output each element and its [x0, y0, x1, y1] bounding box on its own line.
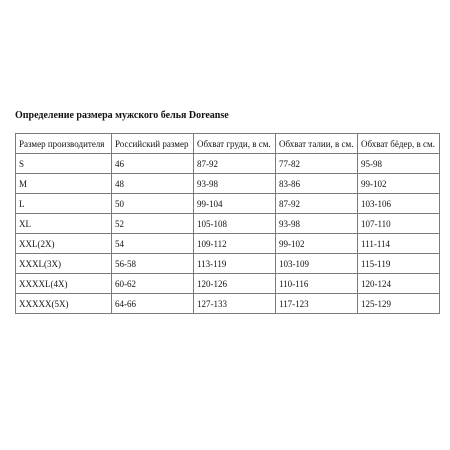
header-russian-size: Российский размер: [112, 134, 194, 154]
table-row: [16, 174, 440, 194]
cell-hips: 111-114: [358, 234, 440, 254]
cell-waist: 110-116: [276, 274, 358, 294]
cell-chest: 109-112: [194, 234, 276, 254]
cell-waist: 93-98: [276, 214, 358, 234]
cell-chest: 127-133: [194, 294, 276, 314]
header-chest: Обхват груди, в см.: [194, 134, 276, 154]
cell-waist: 77-82: [276, 154, 358, 174]
table-row: [16, 254, 440, 274]
cell-manufacturer-size: S: [16, 154, 112, 174]
page-title: Определение размера мужского белья Doreanse: [15, 110, 229, 121]
table-row: [16, 274, 440, 294]
cell-chest: 99-104: [194, 194, 276, 214]
table-row: [16, 294, 440, 314]
header-waist: Обхват талии, в см.: [276, 134, 358, 154]
cell-chest: 105-108: [194, 214, 276, 234]
cell-chest: 87-92: [194, 154, 276, 174]
cell-manufacturer-size: L: [16, 194, 112, 214]
table-header-row: [16, 134, 440, 154]
cell-hips: 107-110: [358, 214, 440, 234]
cell-manufacturer-size: XXXL(3X): [16, 254, 112, 274]
cell-russian-size: 64-66: [112, 294, 194, 314]
cell-hips: 115-119: [358, 254, 440, 274]
cell-waist: 83-86: [276, 174, 358, 194]
cell-manufacturer-size: M: [16, 174, 112, 194]
cell-russian-size: 46: [112, 154, 194, 174]
cell-russian-size: 50: [112, 194, 194, 214]
table-row: [16, 154, 440, 174]
cell-russian-size: 48: [112, 174, 194, 194]
cell-hips: 120-124: [358, 274, 440, 294]
cell-chest: 113-119: [194, 254, 276, 274]
size-chart-table: [15, 133, 440, 314]
cell-russian-size: 56-58: [112, 254, 194, 274]
cell-russian-size: 60-62: [112, 274, 194, 294]
header-hips: Обхват бёдер, в см.: [358, 134, 440, 154]
cell-chest: 120-126: [194, 274, 276, 294]
cell-manufacturer-size: XL: [16, 214, 112, 234]
table-row: [16, 194, 440, 214]
table-row: [16, 214, 440, 234]
table-row: [16, 234, 440, 254]
cell-hips: 99-102: [358, 174, 440, 194]
cell-russian-size: 54: [112, 234, 194, 254]
cell-waist: 99-102: [276, 234, 358, 254]
cell-waist: 87-92: [276, 194, 358, 214]
header-manufacturer-size: Размер производителя: [16, 134, 112, 154]
cell-hips: 95-98: [358, 154, 440, 174]
cell-hips: 103-106: [358, 194, 440, 214]
cell-russian-size: 52: [112, 214, 194, 234]
cell-waist: 103-109: [276, 254, 358, 274]
cell-chest: 93-98: [194, 174, 276, 194]
cell-waist: 117-123: [276, 294, 358, 314]
cell-manufacturer-size: XXXXX(5X): [16, 294, 112, 314]
cell-hips: 125-129: [358, 294, 440, 314]
cell-manufacturer-size: XXXXL(4X): [16, 274, 112, 294]
cell-manufacturer-size: XXL(2X): [16, 234, 112, 254]
